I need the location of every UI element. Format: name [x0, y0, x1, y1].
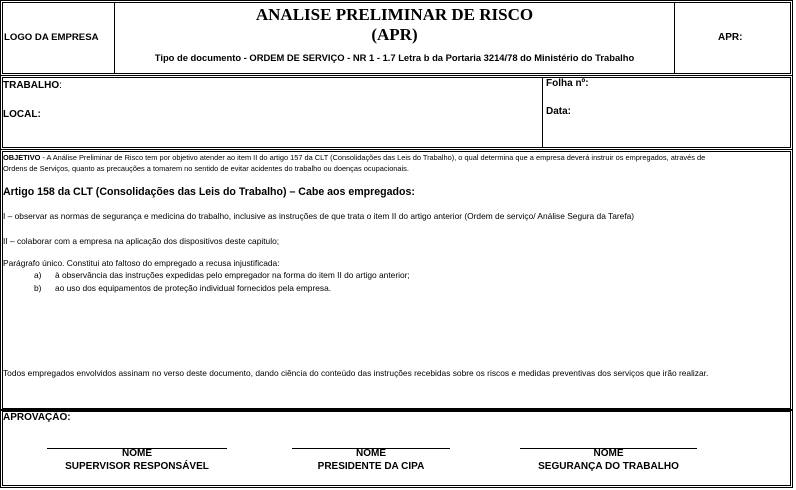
- artigo-heading: Artigo 158 da CLT (Consolidações das Leis do Trabalho) – Cabe aos empregados:: [3, 186, 415, 198]
- data-label: Data:: [546, 106, 572, 117]
- signature-role-seguranca: SEGURANÇA DO TRABALHO: [538, 461, 679, 472]
- divider: [542, 77, 543, 148]
- closing-statement: Todos empregados envolvidos assinam no verso deste documento, dando ciência do conteúdo das instruções recebidas sobre os riscos e medidas preventivas dos serviços que irão realizar.: [3, 368, 709, 378]
- divider: [674, 2, 675, 74]
- artigo-item-1: I – observar as normas de segurança e medicina do trabalho, inclusive as instruções de que trata o item II do artigo anterior (Ordem de serviço/ Análise Segura da Tarefa): [3, 211, 635, 221]
- apr-number-label: APR:: [718, 32, 743, 43]
- signature-name-seguranca: NOME: [593, 448, 624, 459]
- sub-item-b-text: ao uso dos equipamentos de proteção individual fornecidos pela empresa.: [55, 283, 332, 293]
- paragrafo-unico: Parágrafo único. Constitui ato faltoso do empregado a recusa injustificada:: [3, 258, 280, 268]
- signature-role-supervisor: SUPERVISOR RESPONSÁVEL: [65, 461, 209, 472]
- document-subtitle: Tipo de documento - ORDEM DE SERVIÇO - NR 1 - 1.7 Letra b da Portaria 3214/78 do Ministério do Trabalho: [154, 52, 635, 63]
- signature-role-cipa: PRESIDENTE DA CIPA: [317, 461, 425, 472]
- local-label: LOCAL:: [3, 109, 41, 120]
- objetivo-paragraph: OBJETIVO - A Análise Preliminar de Risco tem por objetivo atender ao item II do artigo 157 da CLT (Consolidações das Leis do Trabalho), o qual determina que a empresa deverá instruir os empregados, através de: [3, 153, 706, 162]
- company-logo-placeholder: LOGO DA EMPRESA: [4, 32, 99, 43]
- document-title: ANALISE PRELIMINAR DE RISCO: [255, 5, 534, 24]
- objetivo-label: OBJETIVO: [3, 153, 41, 162]
- folha-label: Folha nº:: [546, 78, 589, 89]
- document-title-abbrev: (APR): [371, 25, 418, 44]
- trabalho-label: TRABALHO:: [3, 80, 62, 91]
- approval-label: APROVAÇÃO:: [3, 412, 71, 423]
- signature-name-supervisor: NOME: [122, 448, 152, 459]
- sub-item-b-marker: b): [34, 283, 42, 293]
- title-block: [115, 0, 674, 76]
- sub-item-a-marker: a): [34, 270, 42, 280]
- artigo-item-2: II – colaborar com a empresa na aplicação dos dispositivos deste capitulo;: [3, 236, 280, 246]
- objetivo-paragraph-line2: Ordens de Serviços, quanto as precauções a tomarem no sentido de evitar acidentes do trabalho ou doenças ocupacionais.: [3, 164, 409, 173]
- sub-item-a-text: à observância das instruções expedidas pelo empregador na forma do item II do artigo anterior;: [55, 270, 410, 280]
- signature-name-cipa: NOME: [356, 448, 386, 459]
- info-section: [0, 75, 793, 150]
